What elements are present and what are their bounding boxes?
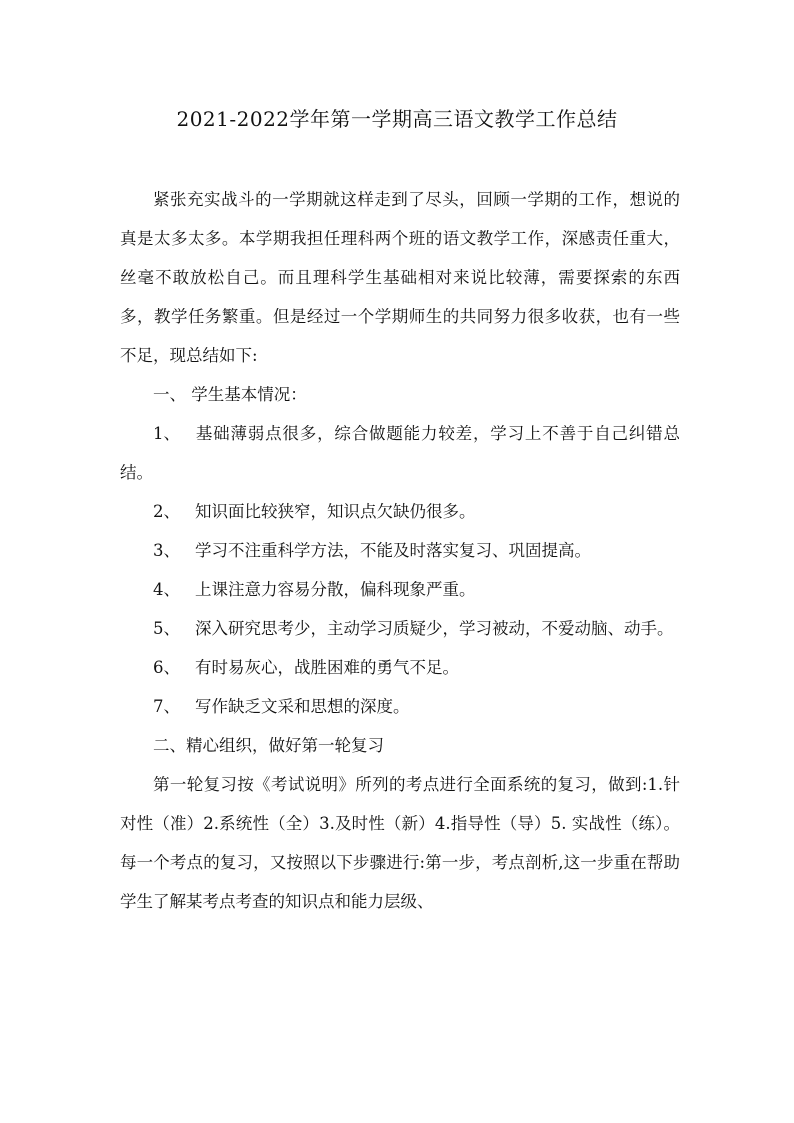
list-item-number: 6、 [153, 658, 180, 677]
review-paragraph: 第一轮复习按《考试说明》所列的考点进行全面系统的复习，做到:1.针对性（准）2.系统性（全）3.及时性（新）4.指导性（导）5. 实战性（练）。每一个考点的复习，又按照以下步骤进行:第一步，考点剖析,这一步重在帮助学生了解某考点考查的知识点和能力层级、 [120, 775, 680, 911]
list-item-text: 知识面比较狭窄，知识点欠缺仍很多。 [195, 502, 476, 521]
list-item-text: 有时易灰心，战胜困难的勇气不足。 [195, 658, 459, 677]
list-item-number: 1、 [153, 424, 180, 443]
list-item [120, 609, 680, 648]
list-item-text: 学习不注重科学方法，不能及时落实复习、巩固提高。 [195, 541, 591, 560]
list-item-number: 5、 [153, 619, 180, 638]
list-item-number: 7、 [153, 697, 180, 716]
list-item [120, 414, 680, 492]
list-item-text: 基础薄弱点很多，综合做题能力较差，学习上不善于自己纠错总结。 [120, 424, 680, 482]
intro-paragraph: 紧张充实战斗的一学期就这样走到了尽头，回顾一学期的工作，想说的真是太多太多。本学期我担任理科两个班的语文教学工作，深感责任重大，丝毫不敢放松自己。而且理科学生基础相对来说比较薄，需要探索的东西多，教学任务繁重。但是经过一个学期师生的共同努力很多收获，也有一些不足，现总结如下: [120, 190, 680, 365]
list-item [120, 531, 680, 570]
list-item [120, 570, 680, 609]
list-item [120, 687, 680, 726]
section-heading-1: 一、 学生基本情况： [153, 385, 307, 404]
list-item-text: 深入研究思考少，主动学习质疑少，学习被动，不爱动脑、动手。 [195, 619, 674, 638]
list-item-number: 2、 [153, 502, 180, 521]
list-item-number: 4、 [153, 580, 180, 599]
list-item-number: 3、 [153, 541, 180, 560]
section-heading-2: 二、精心组织，做好第一轮复习 [153, 736, 384, 755]
list-item-text: 写作缺乏文采和思想的深度。 [195, 697, 410, 716]
list-item [120, 492, 680, 531]
document-title: 2021-2022学年第一学期高三语文教学工作总结 [176, 107, 618, 131]
list-item [120, 648, 680, 687]
list-item-text: 上课注意力容易分散，偏科现象严重。 [195, 580, 476, 599]
document-body [120, 180, 680, 921]
